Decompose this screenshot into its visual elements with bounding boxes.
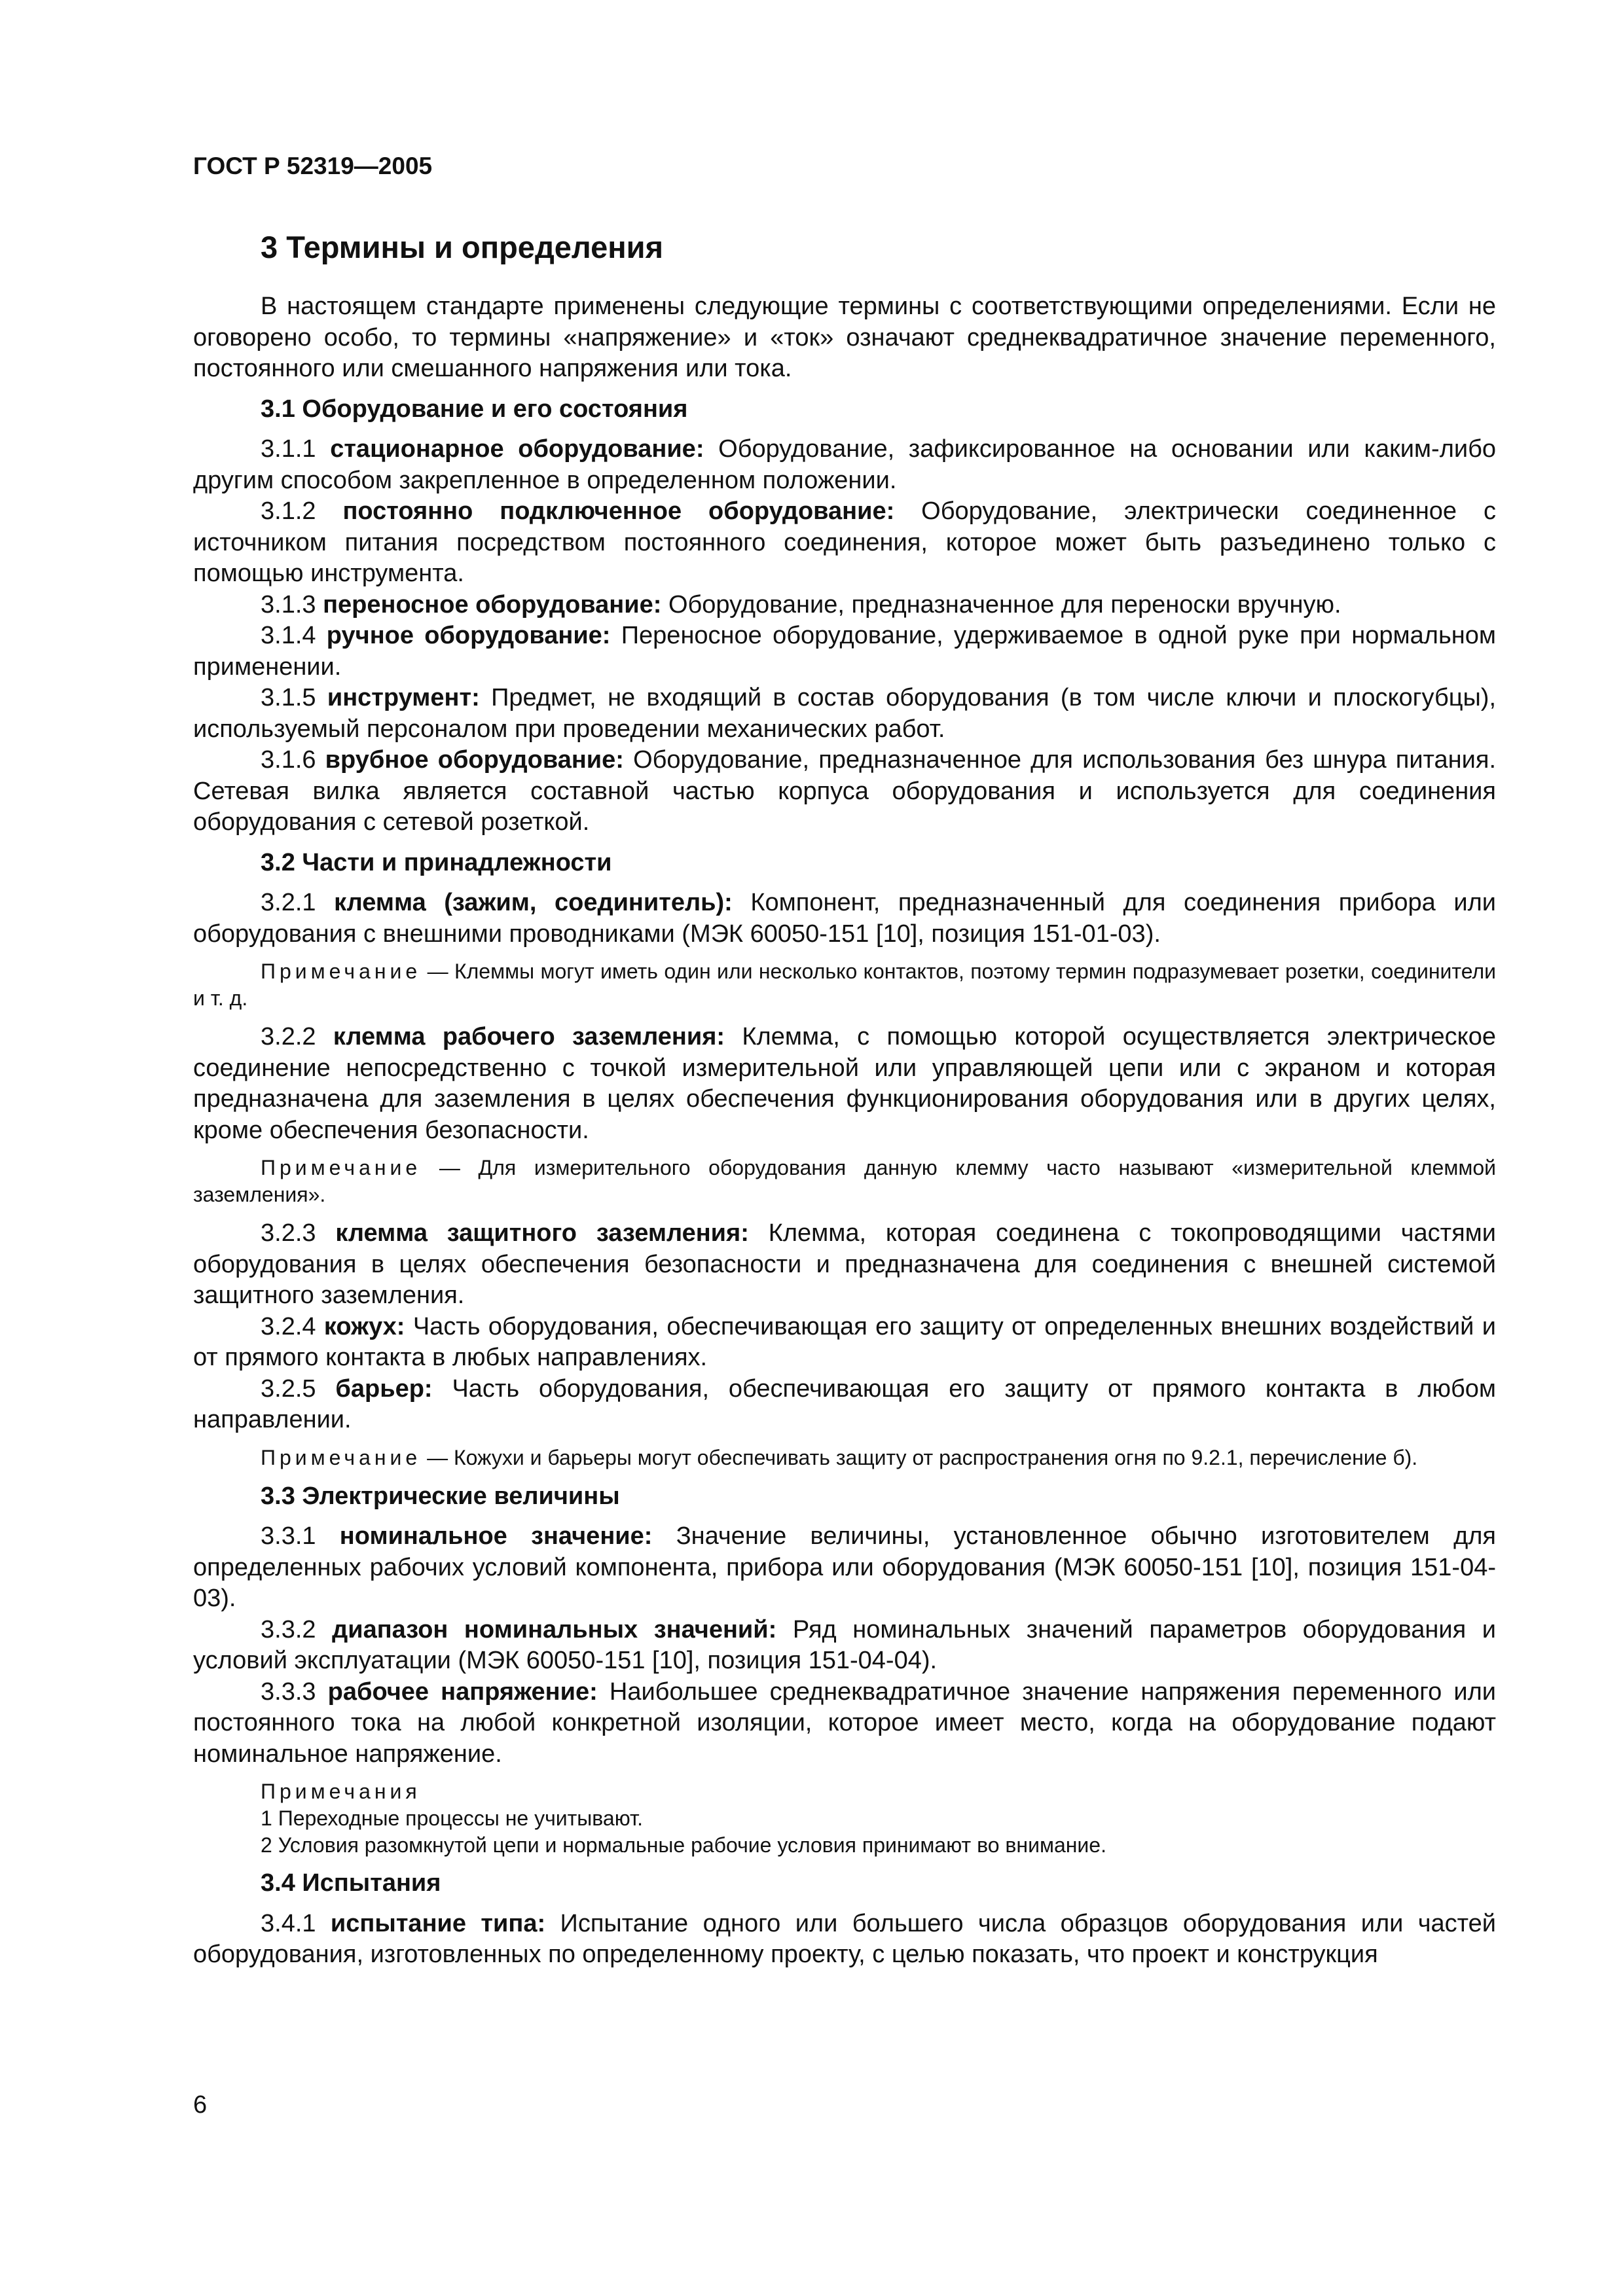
note-item-2: 2 Условия разомкнутой цепи и нормальные рабочие условия принимают во внимание. [261, 1833, 1106, 1857]
term-3-4-1: 3.4.1 испытание типа: Испытание одного или большего числа образцов оборудования или частей оборудования, изготовленных по определенному проекту, с целью показать, что проект и конструкция [193, 1909, 1497, 1968]
note-item-1: 1 Переходные процессы не учитывают. [261, 1806, 644, 1830]
page-number: 6 [193, 2091, 208, 2119]
notes-3-3-3 [193, 1778, 1496, 1859]
document-body [193, 291, 1496, 1971]
subsection-title-3-1: 3.1 Оборудование и его состояния [261, 395, 688, 423]
term-3-1-1: 3.1.1 стационарное оборудование: Оборудование, зафиксированное на основании или каким-либо другим способом закрепленное в определенном положении. [193, 435, 1497, 494]
intro-paragraph: В настоящем стандарте применены следующие термины с соответствующими определениями. Если не оговорено особо, то термины «напряжение» и «ток» означают среднеквадратичное значение переменного, постоянного или смешанного напряжения или тока. [193, 293, 1496, 382]
term-3-3-2: 3.3.2 диапазон номинальных значений: Ряд номинальных значений параметров оборудования и условий эксплуатации (МЭК 60050-151 [10], позиция 151-04-04). [193, 1615, 1496, 1674]
term-3-3-3: 3.3.3 рабочее напряжение: Наибольшее среднеквадратичное значение напряжения переменного или постоянного тока на любой конкретной изоляции, которое имеет место, когда на оборудование подают номинальное напряжение. [193, 1677, 1496, 1768]
note-3-2-1: Примечание — Клеммы могут иметь один или несколько контактов, поэтому термин подразумевает розетки, соединители и т. д. [193, 960, 1496, 1010]
subsection-title-3-3: 3.3 Электрические величины [261, 1482, 620, 1510]
term-3-2-2: 3.2.2 клемма рабочего заземления: Клемма, с помощью которой осуществляется электрическое соединение непосредственно с точкой измерительной или управляющей цепи или с экраном и которая предназначена для заземления в целях обеспечения функционирования оборудования или в других целях, кроме обеспечения безопасности. [193, 1023, 1496, 1144]
term-3-2-3: 3.2.3 клемма защитного заземления: Клемма, которая соединена с токопроводящими частями оборудования в целях обеспечения безопасности и предназначена для соединения с внешней системой защитного заземления. [193, 1219, 1497, 1309]
term-3-2-4: 3.2.4 кожух: Часть оборудования, обеспечивающая его защиту от определенных внешних воздействий и от прямого контакта в любых направлениях. [193, 1312, 1496, 1371]
term-3-1-4: 3.1.4 ручное оборудование: Переносное оборудование, удерживаемое в одной руке при нормальном применении. [193, 622, 1497, 681]
subsection-title-3-2: 3.2 Части и принадлежности [261, 848, 612, 876]
document-header: ГОСТ Р 52319—2005 [193, 152, 433, 179]
term-3-2-5: 3.2.5 барьер: Часть оборудования, обеспечивающая его защиту от прямого контакта в любом направлении. [193, 1374, 1497, 1433]
term-3-1-3: 3.1.3 переносное оборудование: Оборудование, предназначенное для переноски вручную. [261, 590, 1341, 619]
note-3-2-5: Примечание — Кожухи и барьеры могут обеспечивать защиту от распространения огня по 9.2.1, перечисление б). [261, 1445, 1418, 1469]
note-3-2-2: Примечание — Для измерительного оборудования данную клемму часто называют «измерительной клеммой заземления». [193, 1156, 1496, 1206]
term-3-3-1: 3.3.1 номинальное значение: Значение величины, установленное обычно изготовителем для определенных рабочих условий компонента, прибора или оборудования (МЭК 60050-151 [10], позиция 151-04-03). [193, 1522, 1496, 1612]
section-title: 3 Термины и определения [261, 230, 663, 264]
term-3-1-2: 3.1.2 постоянно подключенное оборудование: Оборудование, электрически соединенное с источником питания посредством постоянного соединения, которое может быть разъединено только с помощью инструмента. [193, 497, 1496, 587]
term-3-2-1: 3.2.1 клемма (зажим, соединитель): Компонент, предназначенный для соединения прибора или оборудования с внешними проводниками (МЭК 60050-151 [10], позиция 151-01-03). [193, 889, 1497, 948]
term-3-1-5: 3.1.5 инструмент: Предмет, не входящий в состав оборудования (в том числе ключи и плоскогубцы), используемый персоналом при проведении механических работ. [193, 684, 1496, 743]
notes-label: Примечания [261, 1780, 421, 1803]
term-3-1-6: 3.1.6 врубное оборудование: Оборудование, предназначенное для использования без шнура питания. Сетевая вилка является составной частью корпуса оборудования и используется для соединения оборудования с сетевой розеткой. [193, 746, 1496, 836]
subsection-title-3-4: 3.4 Испытания [261, 1869, 441, 1897]
